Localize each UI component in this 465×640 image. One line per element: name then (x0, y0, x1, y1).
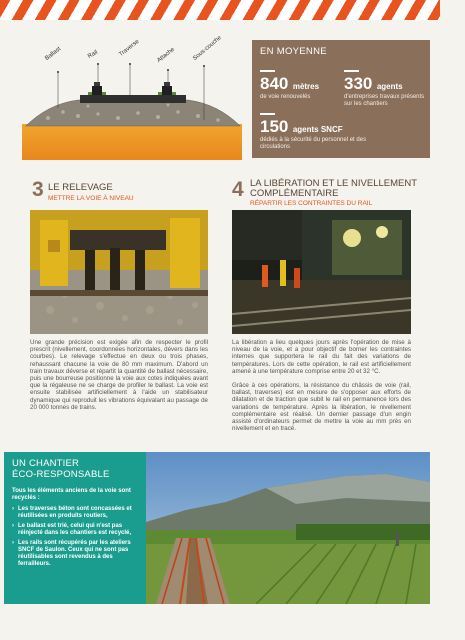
stat-value: 150 (260, 117, 289, 136)
stat-divider (260, 113, 275, 115)
section-4-text-2: Grâce à ces opérations, la résistance du châssis de voie (rail, ballast, traverses) est en mesure de s'opposer aux efforts de dilatation et de traction que subit le rail en permanence lors des variations de température. Après la libération, le nivellement complémentaire est réalisé. Un dernier passage d'un engin assisté d'ordinateurs permet de mettre la voie au mm près en nivellement et en tracé. (232, 382, 411, 433)
stat-meters (260, 65, 340, 101)
stat-value: 840 (260, 74, 289, 93)
stat-unit: agents SNCF (292, 125, 343, 134)
eco-list (12, 506, 138, 568)
stat-agents (344, 65, 428, 108)
label-attache: Attache (156, 46, 177, 64)
stat-sncf-agents (260, 108, 420, 151)
tamping-machine-photo (30, 210, 208, 334)
eco-title-line1: UN CHANTIER (12, 458, 80, 469)
eco-list-item: › Les rails sont récupérés par les ateliers SNCF de Saulon. Ceux qui ne sont pas réutilisables sont revendus à des ferrailleurs. (12, 540, 138, 568)
label-ballast: Ballast (44, 46, 63, 62)
eco-title-line2: ÉCO-RESPONSABLE (12, 469, 110, 480)
stat-unit: mètres (292, 82, 320, 91)
eco-box (4, 452, 146, 604)
stat-value: 330 (344, 74, 373, 93)
label-sous-couche: Sous-couche (192, 34, 223, 62)
night-works-photo (232, 210, 411, 334)
label-traverse: Traverse (118, 38, 141, 58)
stats-title: EN MOYENNE (260, 46, 327, 57)
track-cross-section-illustration (18, 42, 246, 162)
section-3-number: 3 (32, 178, 44, 201)
section-3-title: LE RELEVAGE (48, 182, 113, 193)
stat-desc: de voie renouvelés (260, 94, 311, 100)
label-rail: Rail (87, 49, 99, 60)
railway-landscape-photo (146, 452, 430, 604)
section-4-title-line2: COMPLÉMENTAIRE (250, 188, 339, 199)
section-4-text-1: La libération a lieu quelques jours après l'opération de mise à niveau de la voie, et a pour objectif de borner les contraintes internes que supportera le rail du fait des variations de températures. Lors de cette opération, le rail est artificiellement amené à une température comprise entre 20 et 32 °C. (232, 339, 411, 375)
section-4-subtitle: RÉPARTIR LES CONTRAINTES DU RAIL (250, 200, 373, 207)
eco-list-item: › Les traverses béton sont concassées et réutilisées en produits routiers, (12, 506, 138, 520)
stat-divider (344, 70, 359, 72)
stats-box (252, 40, 430, 158)
hazard-stripe (0, 0, 440, 20)
track-diagram (18, 34, 246, 162)
eco-list-item: › Le ballast est trié, celui qui n'est pas réinjecté dans les chantiers est recyclé, (12, 523, 138, 537)
section-4-number: 4 (232, 178, 244, 201)
stat-desc: dédiés à la sécurité du personnel et des circulations (260, 137, 367, 150)
stat-desc: d'entreprises travaux présents sur les chantiers (344, 94, 425, 107)
stat-unit: agents (376, 82, 403, 91)
section-3-subtitle: METTRE LA VOIE À NIVEAU (48, 195, 134, 202)
section-4-title-line1: LA LIBÉRATION ET LE NIVELLEMENT (250, 178, 418, 189)
eco-intro: Tous les éléments anciens de la voie sont recyclés : (12, 488, 131, 501)
stat-divider (260, 70, 275, 72)
section-3-text: Une grande précision est exigée afin de respecter le profil prescrit (nivellement, coordonnées horizontales, dévers dans les courbes). Le relevage s'effectue en deux ou trois phases, rehaussant chacune la voie de 80 mm maximum. D'abord un train travaux déverse et répartit la quantité de ballast nécessaire, puis une bourreuse positionne la voie aux cotes indiquées avant que la régaleuse ne se charge de profiler le ballast. La voie est ensuite stabilisée artificiellement à l'aide un stabilisateur dynamique qui reproduit les vibrations équivalant au passage de 20 000 tonnes de trains. (30, 339, 208, 411)
